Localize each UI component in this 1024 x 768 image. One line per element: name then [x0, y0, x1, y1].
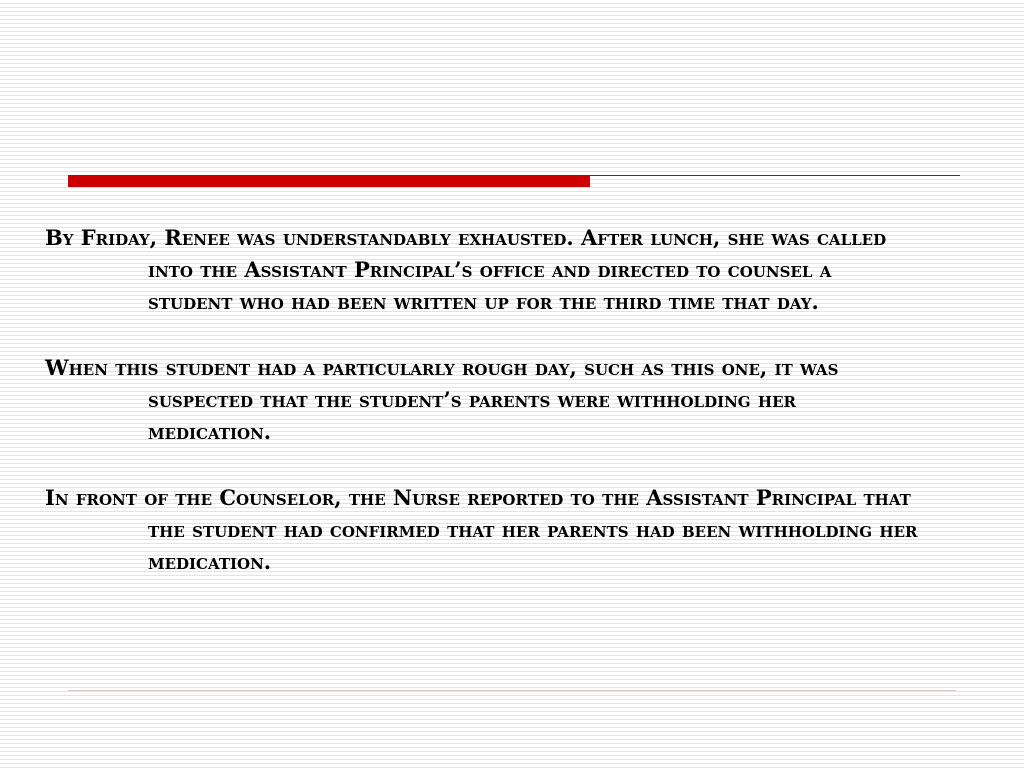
body-paragraph: In front of the Counselor, the Nurse reported to the Assistant Principal that the student had confirmed that her parents had been withholding her medication.	[45, 485, 918, 574]
body-paragraph: When this student had a particularly rough day, such as this one, it was suspected that the student’s parents were withholding her medication.	[45, 355, 839, 444]
footer-divider	[68, 690, 956, 691]
title-accent-bar	[68, 175, 590, 187]
title-accent-line	[590, 175, 960, 176]
slide-body	[45, 222, 945, 612]
body-paragraph: By Friday, Renee was understandably exhausted. After lunch, she was called into the Assistant Principal’s office and directed to counsel a student who had been written up for the third time that day.	[45, 225, 887, 314]
